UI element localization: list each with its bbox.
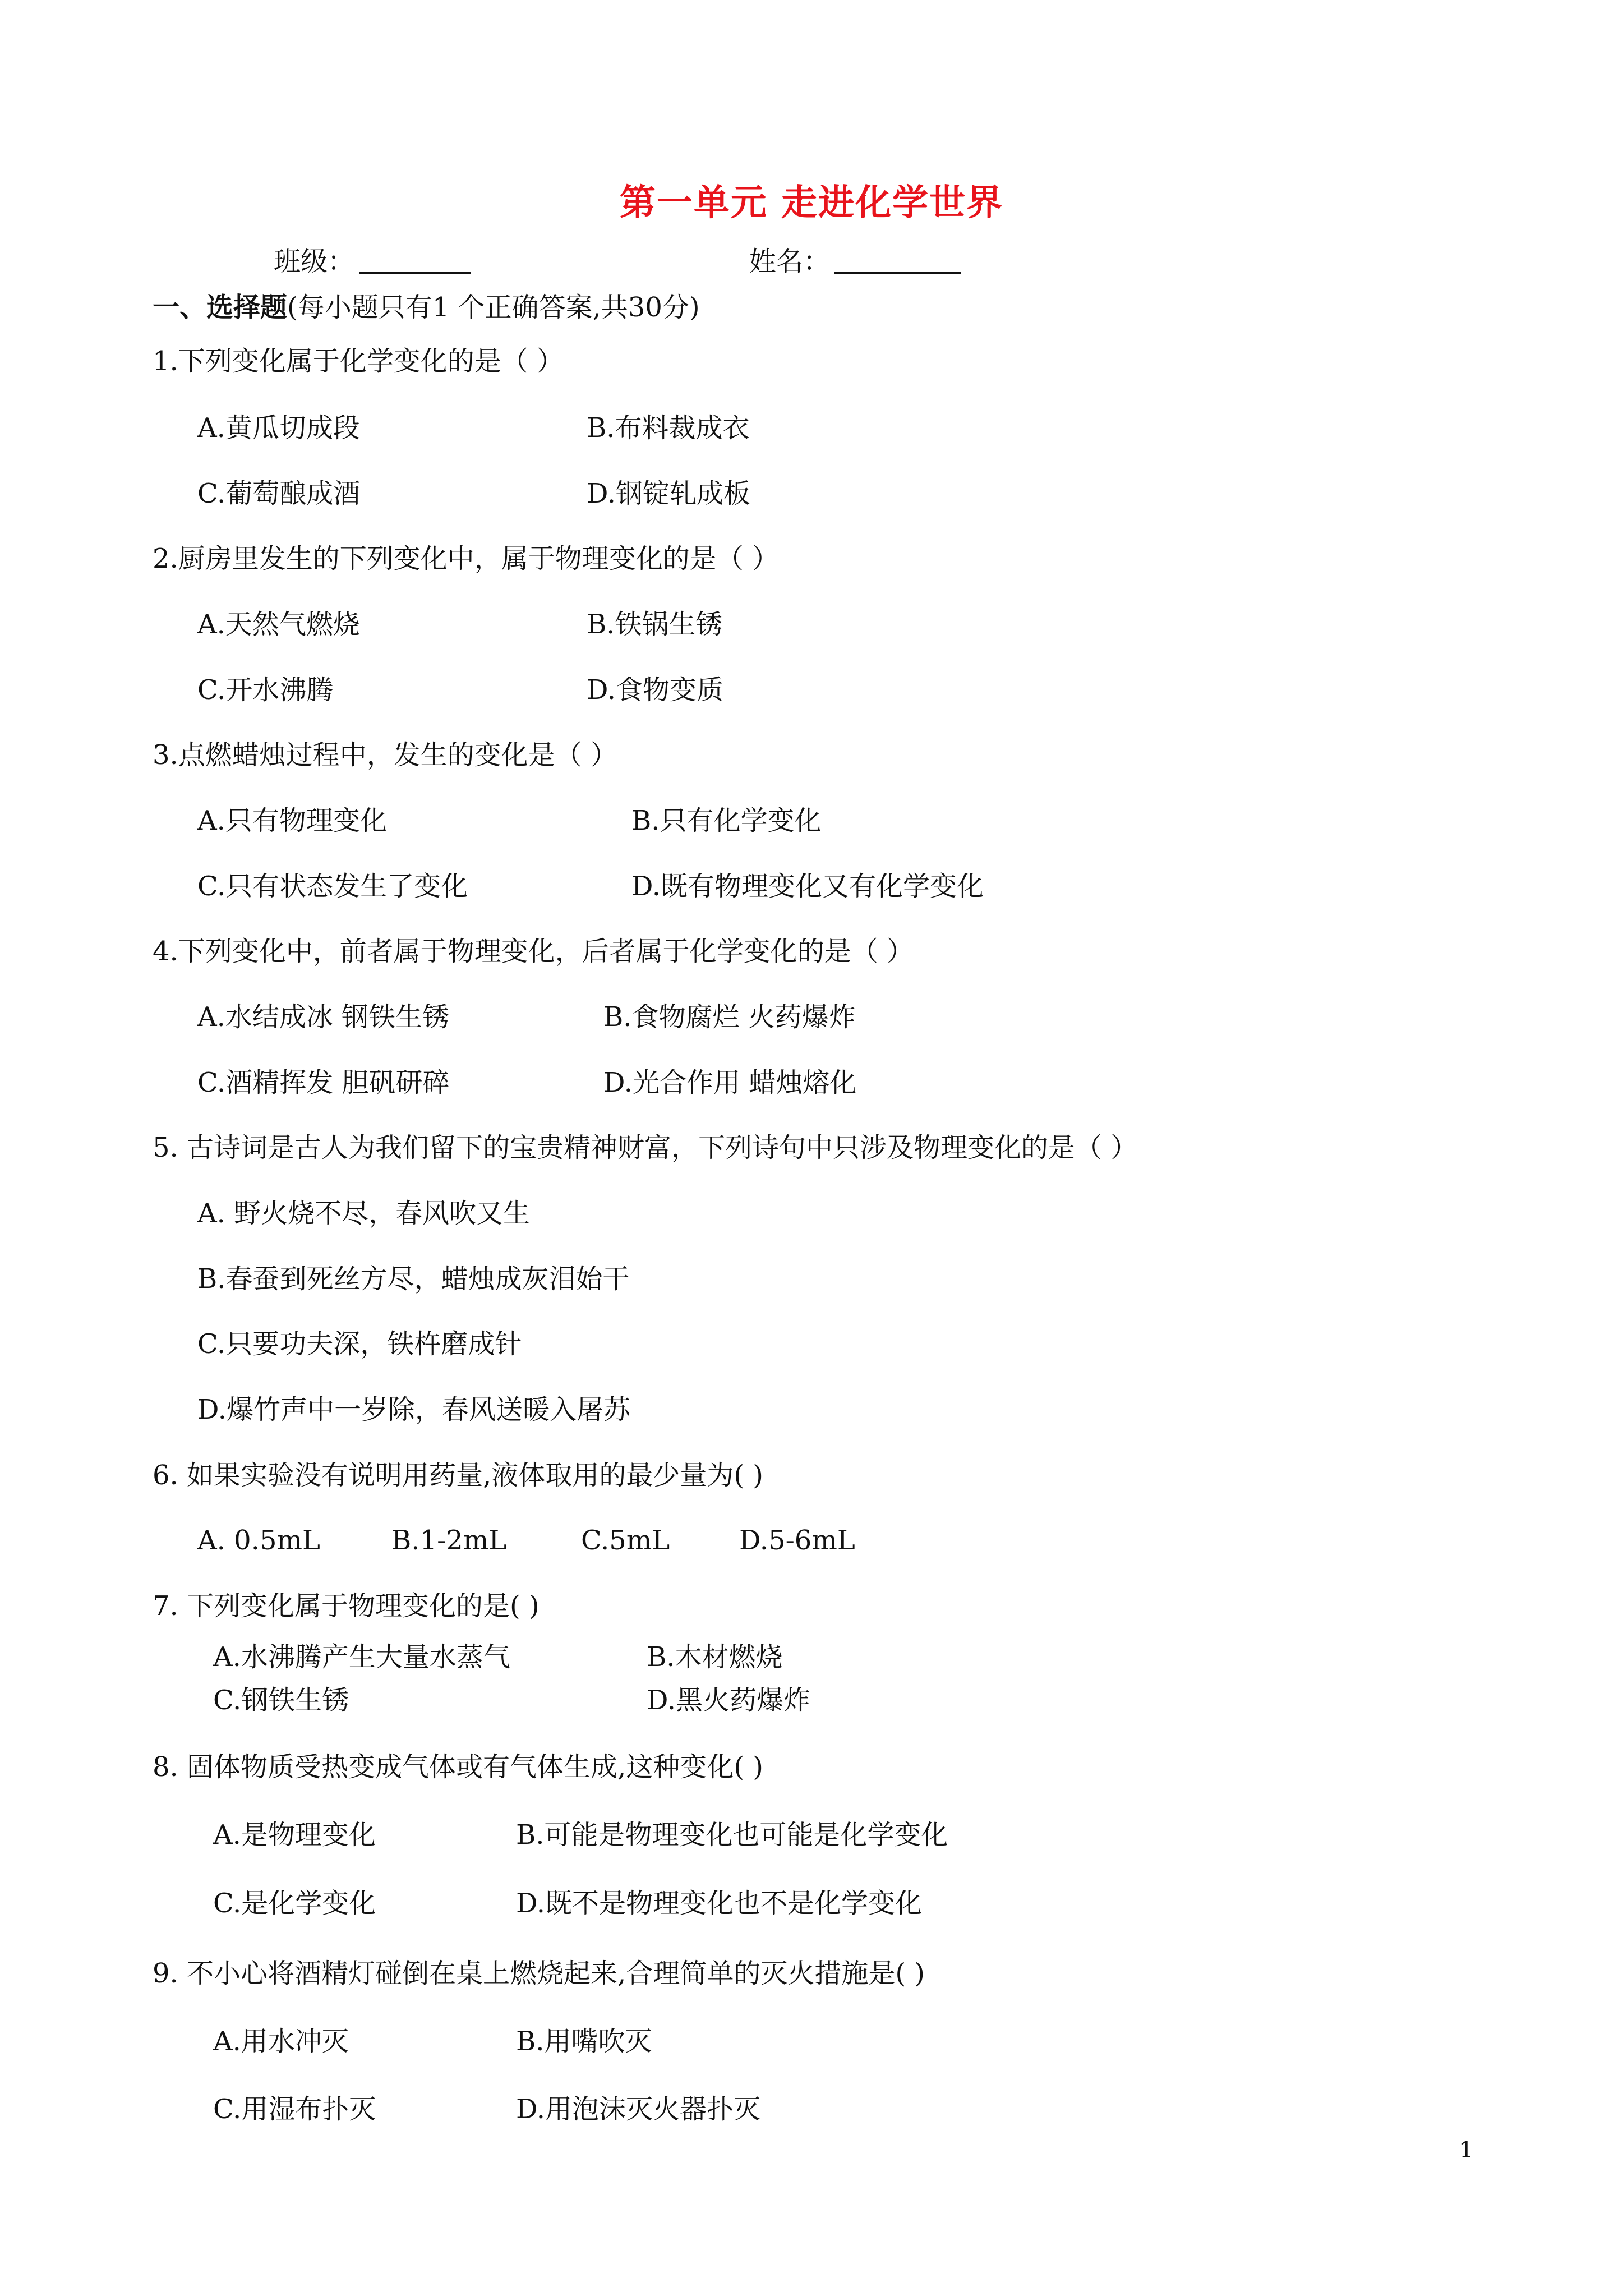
section-heading [153,291,700,324]
question-2-option-c[interactable]: C.开水沸腾 [197,674,334,706]
question-3-option-d[interactable]: D.既有物理变化又有化学变化 [631,871,984,902]
question-1-option-c[interactable]: C.葡萄酿成酒 [197,478,361,509]
class-label: 班级： [274,246,355,277]
question-8-option-c[interactable]: C.是化学变化 [213,1888,376,1919]
question-4-option-a[interactable]: A.水结成冰 钢铁生锈 [197,1001,450,1033]
question-1-option-a[interactable]: A.黄瓜切成段 [197,412,360,444]
question-5-option-d[interactable]: D.爆竹声中一岁除，春风送暖入屠苏 [197,1394,631,1425]
section-heading-bold: 一、选择题 [153,292,288,323]
question-9-option-d[interactable]: D.用泡沫灭火器扑灭 [516,2093,761,2125]
question-5-option-c[interactable]: C.只要功夫深，铁杵磨成针 [197,1328,522,1360]
question-5-option-b[interactable]: B.春蚕到死丝方尽，蜡烛成灰泪始干 [197,1263,630,1295]
question-6-option-d[interactable]: D.5-6mL [739,1525,855,1556]
question-3-option-b[interactable]: B.只有化学变化 [631,805,822,836]
question-5-option-a[interactable]: A. 野火烧不尽，春风吹又生 [197,1198,531,1229]
name-field [749,245,961,278]
name-label: 姓名： [749,246,831,277]
question-7-stem: 7. 下列变化属于物理变化的是( ) [153,1590,540,1622]
question-7-option-a[interactable]: A.水沸腾产生大量水蒸气 [213,1641,510,1673]
question-1-option-d[interactable]: D.钢锭轧成板 [587,478,751,509]
question-2-option-a[interactable]: A.天然气燃烧 [197,609,360,640]
question-8-stem: 8. 固体物质受热变成气体或有气体生成,这种变化( ) [153,1751,764,1783]
question-6-option-b[interactable]: B.1-2mL [391,1525,507,1556]
question-7-option-d[interactable]: D.黑火药爆炸 [647,1685,811,1716]
page-title: 第一单元 走进化学世界 [619,182,1004,224]
question-1-stem: 1.下列变化属于化学变化的是（ ） [153,346,564,377]
question-9-option-a[interactable]: A.用水冲灭 [213,2026,349,2057]
question-1-option-b[interactable]: B.布料裁成衣 [587,412,750,444]
question-3-stem: 3.点燃蜡烛过程中，发生的变化是（ ） [153,739,618,771]
question-2-stem: 2.厨房里发生的下列变化中，属于物理变化的是（ ） [153,543,780,574]
question-3-option-a[interactable]: A.只有物理变化 [197,805,387,836]
question-7-option-c[interactable]: C.钢铁生锈 [213,1685,349,1716]
question-6-stem: 6. 如果实验没有说明用药量,液体取用的最少量为( ) [153,1460,764,1491]
question-4-option-d[interactable]: D.光合作用 蜡烛熔化 [603,1067,857,1098]
question-4-option-c[interactable]: C.酒精挥发 胆矾研碎 [197,1067,450,1098]
question-4-stem: 4.下列变化中，前者属于物理变化，后者属于化学变化的是（ ） [153,936,914,967]
question-2-option-d[interactable]: D.食物变质 [587,674,724,706]
name-blank[interactable] [834,247,961,274]
question-8-option-b[interactable]: B.可能是物理变化也可能是化学变化 [516,1819,948,1851]
class-field [274,245,471,278]
question-3-option-c[interactable]: C.只有状态发生了变化 [197,871,468,902]
question-9-stem: 9. 不小心将酒精灯碰倒在桌上燃烧起来,合理简单的灭火措施是( ) [153,1958,925,1989]
class-blank[interactable] [359,247,471,274]
question-9-option-c[interactable]: C.用湿布扑灭 [213,2093,376,2125]
question-9-option-b[interactable]: B.用嘴吹灭 [516,2026,652,2057]
question-7-option-b[interactable]: B.木材燃烧 [647,1641,783,1673]
question-6-option-c[interactable]: C.5mL [581,1525,670,1556]
question-8-option-a[interactable]: A.是物理变化 [213,1819,376,1851]
question-2-option-b[interactable]: B.铁锅生锈 [587,609,723,640]
question-8-option-d[interactable]: D.既不是物理变化也不是化学变化 [516,1888,923,1919]
page-number: 1 [1459,2137,1474,2163]
section-heading-note: (每小题只有1 个正确答案,共30分) [287,292,700,323]
question-4-option-b[interactable]: B.食物腐烂 火药爆炸 [603,1001,856,1033]
question-6-option-a[interactable]: A. 0.5mL [197,1525,320,1556]
question-5-stem: 5. 古诗词是古人为我们留下的宝贵精神财富，下列诗句中只涉及物理变化的是（ ） [153,1132,1138,1163]
